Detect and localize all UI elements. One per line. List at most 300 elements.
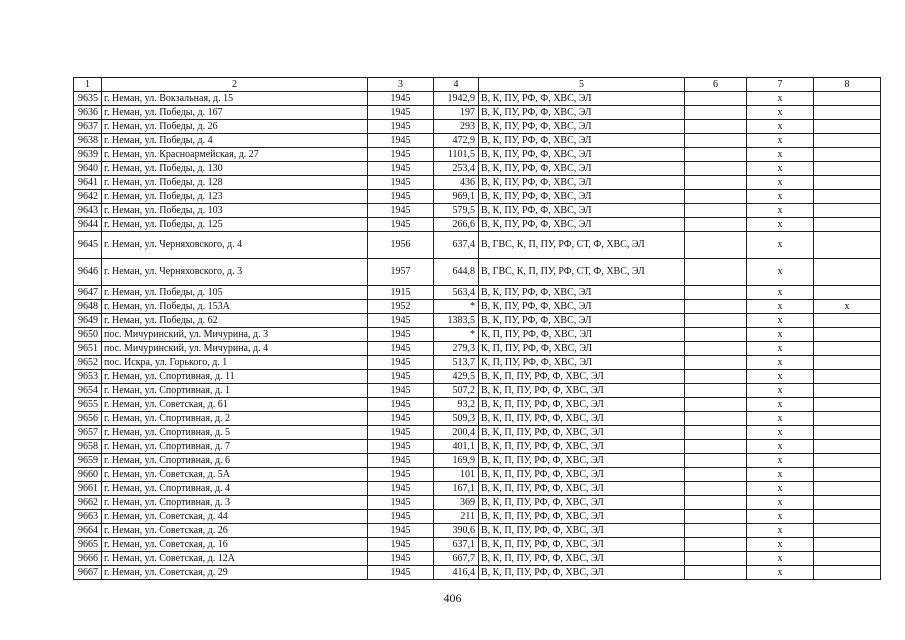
cell-address: г. Неман, ул. Победы, д. 26	[102, 120, 368, 134]
cell-col-8-mark	[814, 134, 881, 148]
cell-col-6	[685, 356, 747, 370]
cell-address: г. Неман, ул. Спортивная, д. 6	[102, 454, 368, 468]
cell-amenities: В, К, ПУ, РФ, Ф, ХВС, ЭЛ	[479, 106, 685, 120]
table-row	[74, 524, 881, 538]
cell-col-8-mark	[814, 259, 881, 286]
cell-row-number: 9660	[74, 468, 102, 482]
cell-col-8-mark	[814, 454, 881, 468]
cell-row-number: 9664	[74, 524, 102, 538]
cell-row-number: 9658	[74, 440, 102, 454]
cell-col-8-mark	[814, 204, 881, 218]
cell-col-7-mark: х	[747, 92, 814, 106]
cell-amenities: В, К, ПУ, РФ, Ф, ХВС, ЭЛ	[479, 148, 685, 162]
cell-col-8-mark	[814, 468, 881, 482]
table-row	[74, 356, 881, 370]
header-cell-5: 5	[479, 78, 685, 92]
cell-year: 1945	[368, 120, 434, 134]
cell-row-number: 9647	[74, 286, 102, 300]
cell-address: г. Неман, ул. Победы, д. 128	[102, 176, 368, 190]
cell-row-number: 9641	[74, 176, 102, 190]
cell-area: 436	[434, 176, 479, 190]
table-row	[74, 120, 881, 134]
cell-address: г. Неман, ул. Спортивная, д. 5	[102, 426, 368, 440]
cell-address: г. Неман, ул. Победы, д. 105	[102, 286, 368, 300]
cell-year: 1945	[368, 328, 434, 342]
cell-year: 1945	[368, 538, 434, 552]
cell-row-number: 9645	[74, 232, 102, 259]
table-row	[74, 440, 881, 454]
cell-col-6	[685, 134, 747, 148]
cell-year: 1945	[368, 482, 434, 496]
cell-col-8-mark	[814, 510, 881, 524]
cell-amenities: В, К, П, ПУ, РФ, Ф, ХВС, ЭЛ	[479, 566, 685, 580]
cell-amenities: В, К, П, ПУ, РФ, Ф, ХВС, ЭЛ	[479, 524, 685, 538]
cell-col-6	[685, 454, 747, 468]
cell-address: г. Неман, ул. Победы, д. 62	[102, 314, 368, 328]
cell-col-8-mark	[814, 496, 881, 510]
cell-year: 1945	[368, 398, 434, 412]
cell-row-number: 9653	[74, 370, 102, 384]
cell-amenities: В, К, ПУ, РФ, Ф, ХВС, ЭЛ	[479, 120, 685, 134]
cell-col-7-mark: х	[747, 454, 814, 468]
cell-area: 1942,9	[434, 92, 479, 106]
cell-address: г. Неман, ул. Спортивная, д. 1	[102, 384, 368, 398]
table-row	[74, 232, 881, 259]
table-row	[74, 218, 881, 232]
cell-col-6	[685, 510, 747, 524]
cell-row-number: 9640	[74, 162, 102, 176]
cell-col-7-mark: х	[747, 482, 814, 496]
cell-col-8-mark	[814, 552, 881, 566]
cell-amenities: В, К, ПУ, РФ, Ф, ХВС, ЭЛ	[479, 286, 685, 300]
cell-amenities: В, К, ПУ, РФ, Ф, ХВС, ЭЛ	[479, 92, 685, 106]
cell-address: г. Неман, ул. Красноармейская, д. 27	[102, 148, 368, 162]
cell-year: 1945	[368, 496, 434, 510]
cell-col-6	[685, 328, 747, 342]
cell-year: 1945	[368, 204, 434, 218]
header-cell-2: 2	[102, 78, 368, 92]
cell-year: 1945	[368, 342, 434, 356]
cell-amenities: К, П, ПУ, РФ, Ф, ХВС, ЭЛ	[479, 356, 685, 370]
cell-col-7-mark: х	[747, 552, 814, 566]
cell-address: г. Неман, ул. Советская, д. 61	[102, 398, 368, 412]
cell-col-7-mark: х	[747, 412, 814, 426]
cell-col-7-mark: х	[747, 176, 814, 190]
table-row	[74, 134, 881, 148]
cell-area: 211	[434, 510, 479, 524]
table-row	[74, 328, 881, 342]
cell-col-8-mark	[814, 412, 881, 426]
cell-col-8-mark	[814, 314, 881, 328]
cell-col-6	[685, 232, 747, 259]
cell-address: г. Неман, ул. Спортивная, д. 11	[102, 370, 368, 384]
cell-col-7-mark: х	[747, 286, 814, 300]
cell-area: 197	[434, 106, 479, 120]
cell-amenities: В, К, П, ПУ, РФ, Ф, ХВС, ЭЛ	[479, 398, 685, 412]
cell-col-7-mark: х	[747, 106, 814, 120]
cell-col-7-mark: х	[747, 370, 814, 384]
cell-row-number: 9667	[74, 566, 102, 580]
cell-col-7-mark: х	[747, 468, 814, 482]
cell-address: г. Неман, ул. Победы, д. 125	[102, 218, 368, 232]
cell-amenities: К, П, ПУ, РФ, Ф, ХВС, ЭЛ	[479, 342, 685, 356]
cell-col-8-mark	[814, 232, 881, 259]
cell-year: 1945	[368, 566, 434, 580]
table-row	[74, 300, 881, 314]
cell-col-7-mark: х	[747, 426, 814, 440]
cell-col-8-mark	[814, 370, 881, 384]
cell-address: г. Неман, ул. Вокзальная, д. 15	[102, 92, 368, 106]
table-row	[74, 412, 881, 426]
cell-amenities: В, К, ПУ, РФ, Ф, ХВС, ЭЛ	[479, 176, 685, 190]
cell-amenities: В, ГВС, К, П, ПУ, РФ, СТ, Ф, ХВС, ЭЛ	[479, 232, 685, 259]
cell-amenities: В, К, П, ПУ, РФ, Ф, ХВС, ЭЛ	[479, 468, 685, 482]
cell-col-6	[685, 286, 747, 300]
cell-amenities: В, К, ПУ, РФ, Ф, ХВС, ЭЛ	[479, 134, 685, 148]
cell-area: 509,3	[434, 412, 479, 426]
header-row	[74, 78, 881, 92]
table-row	[74, 398, 881, 412]
cell-amenities: В, ГВС, К, П, ПУ, РФ, СТ, Ф, ХВС, ЭЛ	[479, 259, 685, 286]
cell-area: 401,1	[434, 440, 479, 454]
cell-col-7-mark: х	[747, 538, 814, 552]
cell-col-7-mark: х	[747, 440, 814, 454]
cell-col-8-mark	[814, 120, 881, 134]
cell-area: 637,1	[434, 538, 479, 552]
cell-col-6	[685, 148, 747, 162]
cell-amenities: В, К, ПУ, РФ, Ф, ХВС, ЭЛ	[479, 190, 685, 204]
cell-year: 1945	[368, 92, 434, 106]
cell-col-7-mark: х	[747, 328, 814, 342]
cell-col-7-mark: х	[747, 204, 814, 218]
cell-row-number: 9663	[74, 510, 102, 524]
cell-col-6	[685, 190, 747, 204]
cell-col-8-mark	[814, 538, 881, 552]
cell-area: *	[434, 300, 479, 314]
cell-row-number: 9637	[74, 120, 102, 134]
table-row	[74, 370, 881, 384]
cell-area: 93,2	[434, 398, 479, 412]
cell-year: 1945	[368, 412, 434, 426]
table-row	[74, 106, 881, 120]
cell-col-6	[685, 176, 747, 190]
cell-address: г. Неман, ул. Победы, д. 4	[102, 134, 368, 148]
table-row	[74, 259, 881, 286]
cell-area: 253,4	[434, 162, 479, 176]
cell-year: 1945	[368, 134, 434, 148]
cell-col-8-mark	[814, 218, 881, 232]
table-row	[74, 538, 881, 552]
table-row	[74, 384, 881, 398]
cell-year: 1945	[368, 454, 434, 468]
cell-col-7-mark: х	[747, 148, 814, 162]
cell-col-6	[685, 120, 747, 134]
cell-col-8-mark	[814, 566, 881, 580]
table-row	[74, 482, 881, 496]
cell-row-number: 9648	[74, 300, 102, 314]
cell-area: 390,6	[434, 524, 479, 538]
cell-address: г. Неман, ул. Советская, д. 44	[102, 510, 368, 524]
cell-area: 266,6	[434, 218, 479, 232]
cell-year: 1945	[368, 552, 434, 566]
page-number: 406	[443, 591, 462, 605]
cell-area: 169,9	[434, 454, 479, 468]
cell-amenities: В, К, П, ПУ, РФ, Ф, ХВС, ЭЛ	[479, 384, 685, 398]
cell-area: 472,9	[434, 134, 479, 148]
cell-col-6	[685, 426, 747, 440]
cell-amenities: В, К, ПУ, РФ, Ф, ХВС, ЭЛ	[479, 204, 685, 218]
table-row	[74, 454, 881, 468]
cell-amenities: В, К, ПУ, РФ, Ф, ХВС, ЭЛ	[479, 162, 685, 176]
cell-area: 279,3	[434, 342, 479, 356]
cell-row-number: 9656	[74, 412, 102, 426]
cell-row-number: 9635	[74, 92, 102, 106]
cell-area: 1383,5	[434, 314, 479, 328]
table-row	[74, 496, 881, 510]
cell-col-8-mark	[814, 440, 881, 454]
cell-col-7-mark: х	[747, 120, 814, 134]
cell-row-number: 9659	[74, 454, 102, 468]
cell-area: 167,1	[434, 482, 479, 496]
cell-row-number: 9662	[74, 496, 102, 510]
cell-area: 969,1	[434, 190, 479, 204]
cell-year: 1945	[368, 148, 434, 162]
cell-year: 1915	[368, 286, 434, 300]
cell-row-number: 9644	[74, 218, 102, 232]
cell-amenities: В, К, П, ПУ, РФ, Ф, ХВС, ЭЛ	[479, 412, 685, 426]
table-row	[74, 286, 881, 300]
header-cell-3: 3	[368, 78, 434, 92]
cell-row-number: 9646	[74, 259, 102, 286]
cell-col-8-mark	[814, 524, 881, 538]
cell-year: 1945	[368, 314, 434, 328]
cell-col-7-mark: х	[747, 566, 814, 580]
cell-col-6	[685, 204, 747, 218]
cell-address: г. Неман, ул. Спортивная, д. 4	[102, 482, 368, 496]
cell-row-number: 9657	[74, 426, 102, 440]
table-row	[74, 314, 881, 328]
cell-amenities: В, К, П, ПУ, РФ, Ф, ХВС, ЭЛ	[479, 426, 685, 440]
cell-address: г. Неман, ул. Советская, д. 26	[102, 524, 368, 538]
cell-amenities: В, К, П, ПУ, РФ, Ф, ХВС, ЭЛ	[479, 370, 685, 384]
cell-year: 1945	[368, 218, 434, 232]
cell-col-7-mark: х	[747, 496, 814, 510]
cell-col-8-mark	[814, 162, 881, 176]
cell-year: 1956	[368, 232, 434, 259]
cell-col-6	[685, 552, 747, 566]
cell-col-8-mark	[814, 286, 881, 300]
cell-col-6	[685, 496, 747, 510]
table-row	[74, 176, 881, 190]
cell-area: 101	[434, 468, 479, 482]
cell-area: *	[434, 328, 479, 342]
cell-address: г. Неман, ул. Советская, д. 29	[102, 566, 368, 580]
cell-col-7-mark: х	[747, 218, 814, 232]
cell-area: 667,7	[434, 552, 479, 566]
table-body	[74, 92, 881, 580]
cell-col-8-mark	[814, 426, 881, 440]
cell-col-7-mark: х	[747, 356, 814, 370]
cell-col-6	[685, 218, 747, 232]
table-row	[74, 204, 881, 218]
cell-address: г. Неман, ул. Победы, д. 123	[102, 190, 368, 204]
cell-area: 369	[434, 496, 479, 510]
cell-year: 1945	[368, 370, 434, 384]
cell-year: 1945	[368, 510, 434, 524]
cell-area: 293	[434, 120, 479, 134]
cell-area: 579,5	[434, 204, 479, 218]
table-row	[74, 426, 881, 440]
table-row	[74, 566, 881, 580]
cell-col-8-mark	[814, 342, 881, 356]
cell-area: 429,5	[434, 370, 479, 384]
cell-row-number: 9636	[74, 106, 102, 120]
cell-col-7-mark: х	[747, 384, 814, 398]
cell-address: г. Неман, ул. Победы, д. 130	[102, 162, 368, 176]
table-row	[74, 342, 881, 356]
cell-col-7-mark: х	[747, 510, 814, 524]
cell-year: 1945	[368, 426, 434, 440]
cell-col-6	[685, 384, 747, 398]
cell-year: 1945	[368, 384, 434, 398]
cell-col-6	[685, 524, 747, 538]
cell-address: пос. Искра, ул. Горького, д. 1	[102, 356, 368, 370]
cell-year: 1945	[368, 162, 434, 176]
cell-address: г. Неман, ул. Спортивная, д. 3	[102, 496, 368, 510]
cell-amenities: В, К, ПУ, РФ, Ф, ХВС, ЭЛ	[479, 314, 685, 328]
cell-amenities: В, К, П, ПУ, РФ, Ф, ХВС, ЭЛ	[479, 510, 685, 524]
cell-col-8-mark	[814, 356, 881, 370]
cell-amenities: В, К, ПУ, РФ, Ф, ХВС, ЭЛ	[479, 300, 685, 314]
cell-address: пос. Мичуринский, ул. Мичурина, д. 4	[102, 342, 368, 356]
header-cell-7: 7	[747, 78, 814, 92]
cell-address: г. Неман, ул. Советская, д. 12А	[102, 552, 368, 566]
table-row	[74, 552, 881, 566]
table-row	[74, 92, 881, 106]
cell-area: 416,4	[434, 566, 479, 580]
cell-row-number: 9652	[74, 356, 102, 370]
cell-row-number: 9643	[74, 204, 102, 218]
cell-amenities: К, П, ПУ, РФ, Ф, ХВС, ЭЛ	[479, 328, 685, 342]
cell-col-8-mark	[814, 384, 881, 398]
cell-area: 507,2	[434, 384, 479, 398]
cell-col-6	[685, 259, 747, 286]
cell-year: 1945	[368, 190, 434, 204]
table-header	[74, 78, 881, 92]
table-row	[74, 148, 881, 162]
table-row	[74, 468, 881, 482]
cell-col-6	[685, 482, 747, 496]
cell-amenities: В, К, П, ПУ, РФ, Ф, ХВС, ЭЛ	[479, 440, 685, 454]
cell-area: 1101,5	[434, 148, 479, 162]
cell-col-6	[685, 440, 747, 454]
cell-col-7-mark: х	[747, 342, 814, 356]
cell-row-number: 9655	[74, 398, 102, 412]
cell-col-6	[685, 106, 747, 120]
cell-address: г. Неман, ул. Победы, д. 153А	[102, 300, 368, 314]
cell-row-number: 9649	[74, 314, 102, 328]
cell-area: 563,4	[434, 286, 479, 300]
cell-year: 1957	[368, 259, 434, 286]
header-cell-1: 1	[74, 78, 102, 92]
cell-address: г. Неман, ул. Спортивная, д. 7	[102, 440, 368, 454]
cell-col-8-mark	[814, 328, 881, 342]
cell-col-6	[685, 92, 747, 106]
cell-col-6	[685, 300, 747, 314]
cell-address: г. Неман, ул. Черняховского, д. 4	[102, 232, 368, 259]
cell-amenities: В, К, ПУ, РФ, Ф, ХВС, ЭЛ	[479, 218, 685, 232]
table-row	[74, 190, 881, 204]
cell-col-6	[685, 314, 747, 328]
cell-area: 644,8	[434, 259, 479, 286]
cell-address: г. Неман, ул. Победы, д. 167	[102, 106, 368, 120]
header-cell-6: 6	[685, 78, 747, 92]
cell-col-6	[685, 398, 747, 412]
cell-col-6	[685, 538, 747, 552]
cell-area: 200,4	[434, 426, 479, 440]
cell-col-7-mark: х	[747, 300, 814, 314]
cell-amenities: В, К, П, ПУ, РФ, Ф, ХВС, ЭЛ	[479, 454, 685, 468]
cell-col-7-mark: х	[747, 259, 814, 286]
cell-address: г. Неман, ул. Черняховского, д. 3	[102, 259, 368, 286]
cell-col-7-mark: х	[747, 398, 814, 412]
cell-year: 1945	[368, 468, 434, 482]
cell-year: 1945	[368, 356, 434, 370]
cell-address: г. Неман, ул. Советская, д. 16	[102, 538, 368, 552]
cell-col-8-mark	[814, 482, 881, 496]
cell-row-number: 9650	[74, 328, 102, 342]
cell-col-6	[685, 162, 747, 176]
cell-row-number: 9642	[74, 190, 102, 204]
cell-address: г. Неман, ул. Победы, д. 103	[102, 204, 368, 218]
cell-area: 637,4	[434, 232, 479, 259]
cell-amenities: В, К, П, ПУ, РФ, Ф, ХВС, ЭЛ	[479, 482, 685, 496]
cell-col-8-mark	[814, 398, 881, 412]
cell-amenities: В, К, П, ПУ, РФ, Ф, ХВС, ЭЛ	[479, 538, 685, 552]
cell-col-6	[685, 468, 747, 482]
cell-col-6	[685, 370, 747, 384]
cell-col-7-mark: х	[747, 314, 814, 328]
cell-address: пос. Мичуринский, ул. Мичурина, д. 3	[102, 328, 368, 342]
cell-year: 1952	[368, 300, 434, 314]
cell-col-7-mark: х	[747, 524, 814, 538]
cell-amenities: В, К, П, ПУ, РФ, Ф, ХВС, ЭЛ	[479, 552, 685, 566]
cell-year: 1945	[368, 106, 434, 120]
cell-col-8-mark	[814, 106, 881, 120]
cell-row-number: 9666	[74, 552, 102, 566]
cell-row-number: 9639	[74, 148, 102, 162]
cell-year: 1945	[368, 524, 434, 538]
cell-row-number: 9651	[74, 342, 102, 356]
cell-row-number: 9665	[74, 538, 102, 552]
table-row	[74, 510, 881, 524]
header-cell-4: 4	[434, 78, 479, 92]
cell-col-7-mark: х	[747, 162, 814, 176]
cell-col-6	[685, 566, 747, 580]
cell-area: 513,7	[434, 356, 479, 370]
cell-row-number: 9638	[74, 134, 102, 148]
cell-year: 1945	[368, 440, 434, 454]
cell-col-6	[685, 412, 747, 426]
cell-year: 1945	[368, 176, 434, 190]
cell-col-8-mark	[814, 92, 881, 106]
cell-col-8-mark	[814, 148, 881, 162]
cell-row-number: 9654	[74, 384, 102, 398]
header-cell-8: 8	[814, 78, 881, 92]
cell-col-8-mark	[814, 190, 881, 204]
cell-col-7-mark: х	[747, 232, 814, 259]
table-row	[74, 162, 881, 176]
